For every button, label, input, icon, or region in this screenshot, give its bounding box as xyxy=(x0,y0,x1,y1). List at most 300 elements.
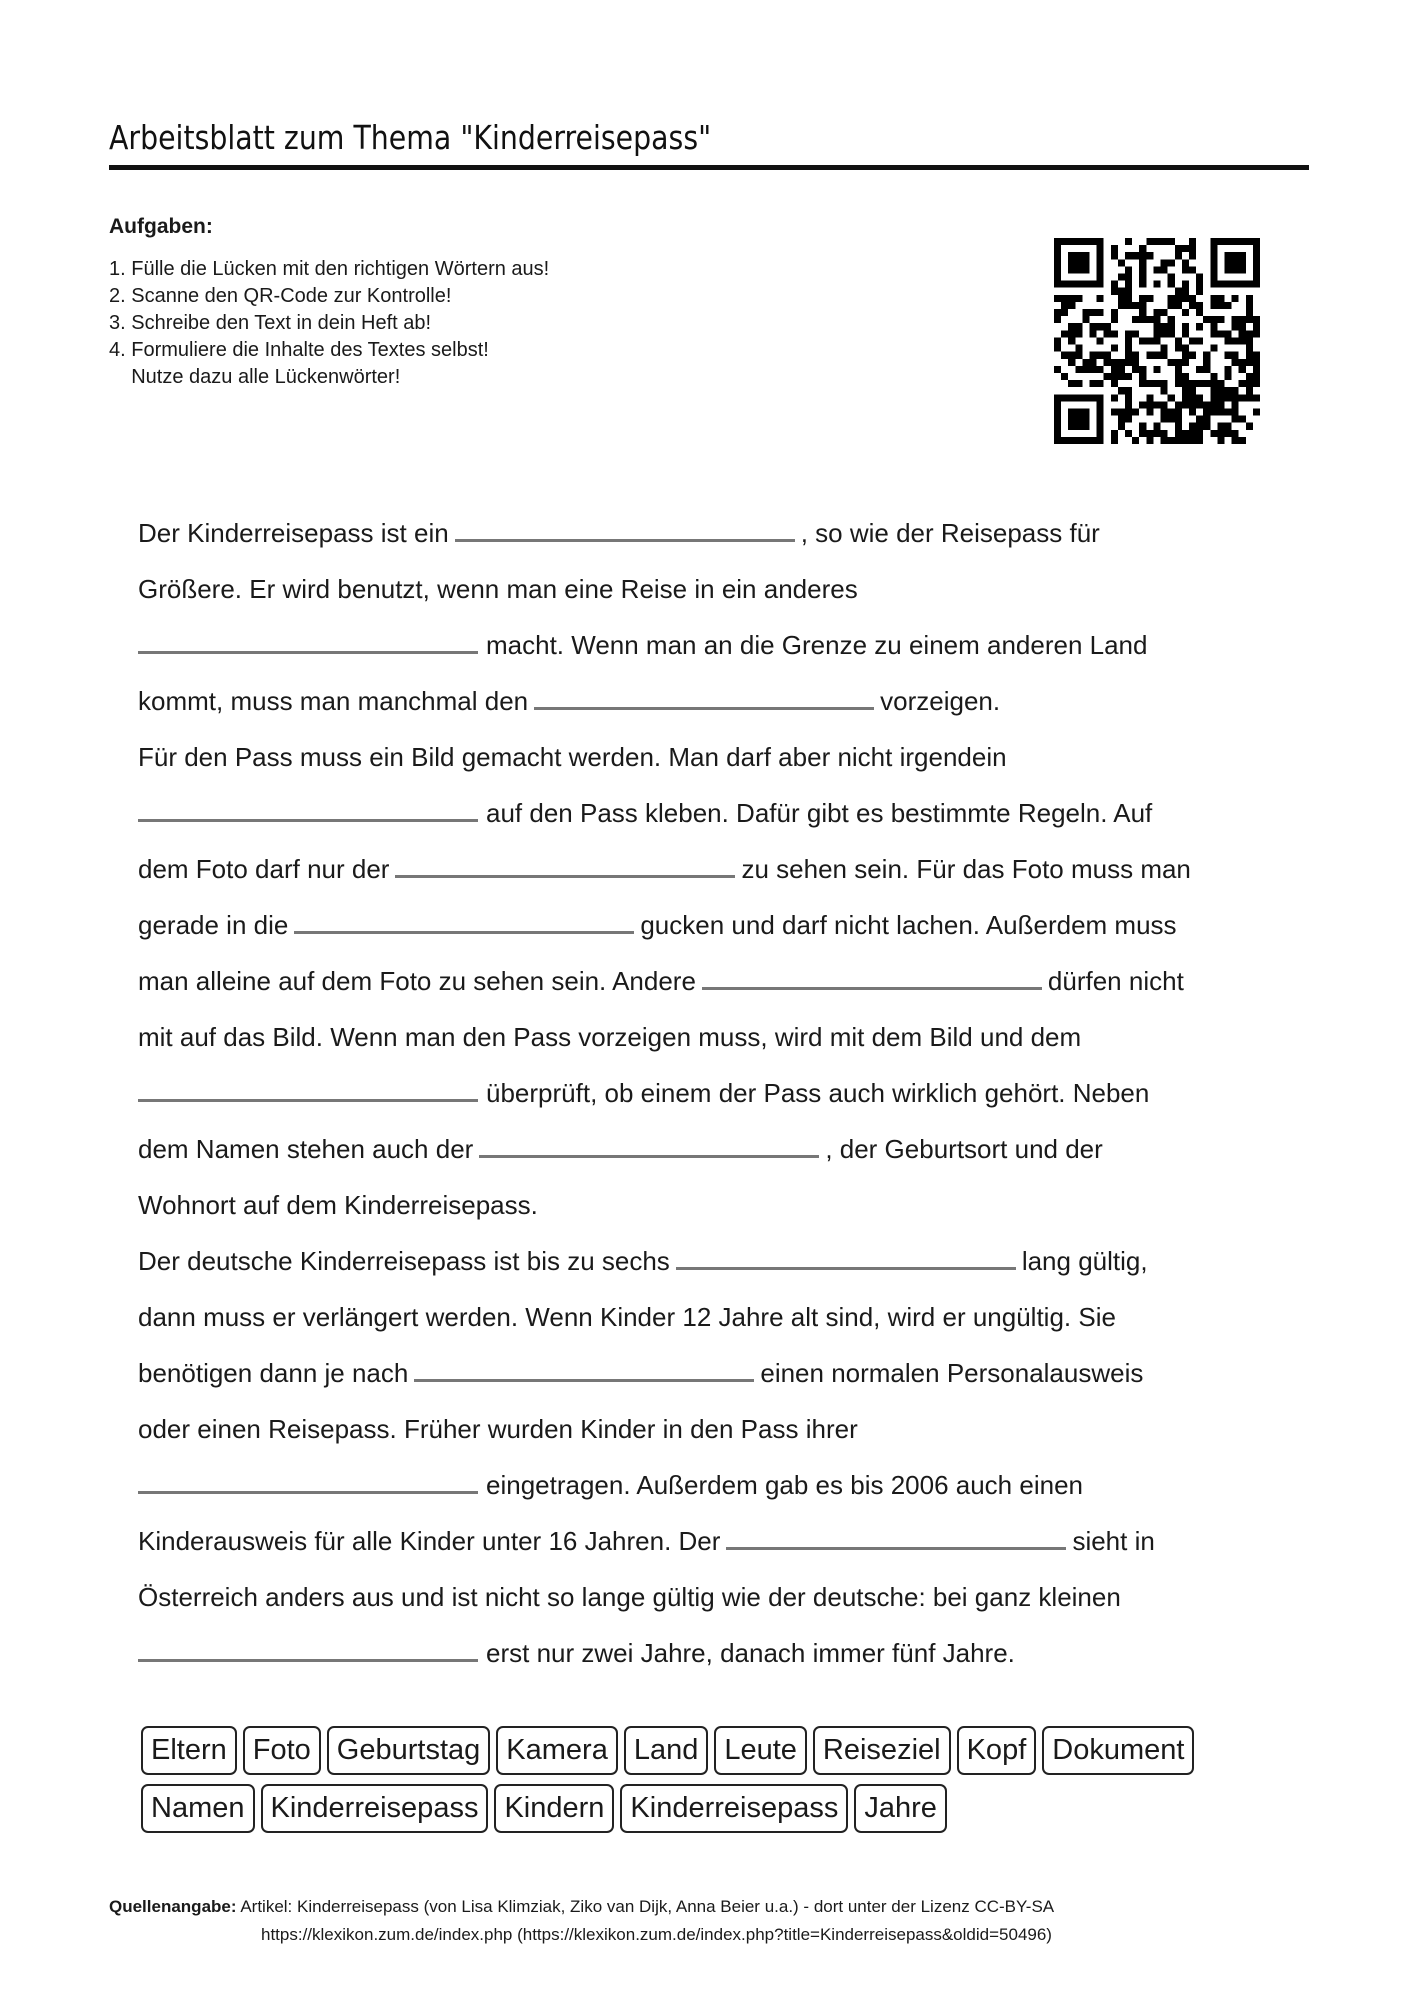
qr-module xyxy=(1125,373,1132,380)
qr-module xyxy=(1054,408,1061,415)
qr-module xyxy=(1232,408,1239,415)
qr-module xyxy=(1132,437,1139,444)
qr-module xyxy=(1203,401,1210,408)
qr-module xyxy=(1068,380,1075,387)
qr-module xyxy=(1090,359,1097,366)
text-segment: dem Foto darf nur der xyxy=(138,854,390,884)
qr-module xyxy=(1253,316,1260,323)
qr-module xyxy=(1125,337,1132,344)
qr-module xyxy=(1139,274,1146,281)
qr-module xyxy=(1068,416,1075,423)
qr-module xyxy=(1068,437,1075,444)
qr-module xyxy=(1217,295,1224,302)
qr-module xyxy=(1068,295,1075,302)
blank-field[interactable] xyxy=(138,797,478,822)
qr-module xyxy=(1090,437,1097,444)
qr-module xyxy=(1196,337,1203,344)
qr-module xyxy=(1189,380,1196,387)
qr-module xyxy=(1118,302,1125,309)
qr-module xyxy=(1075,238,1082,245)
qr-module xyxy=(1210,295,1217,302)
qr-module xyxy=(1132,352,1139,359)
qr-module xyxy=(1075,394,1082,401)
text-line xyxy=(138,1009,1298,1065)
qr-module xyxy=(1224,252,1231,259)
qr-module xyxy=(1118,423,1125,430)
qr-module xyxy=(1054,423,1061,430)
qr-module xyxy=(1239,281,1246,288)
qr-module xyxy=(1061,352,1068,359)
text-segment: oder einen Reisepass. Früher wurden Kinder in den Pass ihrer xyxy=(138,1414,858,1444)
blank-field[interactable] xyxy=(395,853,735,878)
qr-module xyxy=(1182,245,1189,252)
qr-module xyxy=(1111,252,1118,259)
qr-module xyxy=(1111,437,1118,444)
text-segment: , der Geburtsort und der xyxy=(825,1134,1103,1164)
qr-module xyxy=(1146,394,1153,401)
qr-module xyxy=(1082,366,1089,373)
word-chip: Geburtstag xyxy=(327,1726,490,1775)
blank-field[interactable] xyxy=(702,965,1042,990)
qr-module xyxy=(1239,238,1246,245)
qr-module xyxy=(1139,373,1146,380)
qr-module xyxy=(1224,302,1231,309)
qr-module xyxy=(1111,394,1118,401)
qr-module xyxy=(1189,352,1196,359)
text-segment: mit auf das Bild. Wenn man den Pass vorzeigen muss, wird mit dem Bild und dem xyxy=(138,1022,1082,1052)
qr-module xyxy=(1232,281,1239,288)
qr-module xyxy=(1132,330,1139,337)
qr-module xyxy=(1203,416,1210,423)
text-line xyxy=(138,1121,1298,1177)
qr-module xyxy=(1082,238,1089,245)
qr-module xyxy=(1224,373,1231,380)
qr-module xyxy=(1196,323,1203,330)
text-line xyxy=(138,1457,1298,1513)
blank-field[interactable] xyxy=(138,1469,478,1494)
text-line xyxy=(138,561,1298,617)
qr-module xyxy=(1111,359,1118,366)
qr-module xyxy=(1224,238,1231,245)
qr-module xyxy=(1104,330,1111,337)
text-line xyxy=(138,1345,1298,1401)
qr-module xyxy=(1182,323,1189,330)
qr-module xyxy=(1203,352,1210,359)
qr-module xyxy=(1061,238,1068,245)
qr-module xyxy=(1090,309,1097,316)
task-item: 1. Fülle die Lücken mit den richtigen Wörtern aus! xyxy=(109,258,550,280)
qr-module xyxy=(1153,352,1160,359)
qr-module xyxy=(1182,288,1189,295)
qr-module xyxy=(1196,401,1203,408)
blank-field[interactable] xyxy=(138,1077,478,1102)
text-line xyxy=(138,1177,1298,1233)
qr-module xyxy=(1210,401,1217,408)
qr-module xyxy=(1189,387,1196,394)
qr-module xyxy=(1054,337,1061,344)
qr-module xyxy=(1139,430,1146,437)
text-segment: erst nur zwei Jahre, danach immer fünf Jahre. xyxy=(486,1638,1015,1668)
qr-module xyxy=(1118,259,1125,266)
qr-module xyxy=(1118,295,1125,302)
qr-module xyxy=(1182,295,1189,302)
qr-module xyxy=(1217,281,1224,288)
qr-module xyxy=(1246,352,1253,359)
qr-module xyxy=(1104,359,1111,366)
qr-module xyxy=(1175,416,1182,423)
qr-module xyxy=(1189,408,1196,415)
qr-module xyxy=(1054,309,1061,316)
qr-module xyxy=(1182,309,1189,316)
qr-module xyxy=(1239,437,1246,444)
text-segment: man alleine auf dem Foto zu sehen sein. Andere xyxy=(138,966,696,996)
qr-module xyxy=(1125,266,1132,273)
qr-module xyxy=(1246,281,1253,288)
qr-module xyxy=(1146,408,1153,415)
qr-module xyxy=(1246,309,1253,316)
qr-module xyxy=(1217,238,1224,245)
qr-module xyxy=(1175,295,1182,302)
qr-module xyxy=(1061,302,1068,309)
word-chip: Leute xyxy=(714,1726,807,1775)
qr-module xyxy=(1061,281,1068,288)
qr-module xyxy=(1175,245,1182,252)
text-segment: sieht in xyxy=(1072,1526,1155,1556)
qr-module xyxy=(1061,295,1068,302)
qr-module xyxy=(1068,266,1075,273)
text-segment: gucken und darf nicht lachen. Außerdem muss xyxy=(640,910,1177,940)
qr-module xyxy=(1075,408,1082,415)
qr-module xyxy=(1189,266,1196,273)
text-segment: zu sehen sein. Für das Foto muss man xyxy=(741,854,1191,884)
blank-field[interactable] xyxy=(455,517,795,542)
qr-module xyxy=(1246,380,1253,387)
qr-module xyxy=(1189,238,1196,245)
qr-module xyxy=(1182,394,1189,401)
qr-module xyxy=(1082,423,1089,430)
qr-module xyxy=(1210,430,1217,437)
qr-module xyxy=(1082,252,1089,259)
text-line xyxy=(138,1065,1298,1121)
qr-module xyxy=(1239,359,1246,366)
qr-module xyxy=(1125,252,1132,259)
qr-module xyxy=(1153,309,1160,316)
qr-module xyxy=(1232,394,1239,401)
qr-module xyxy=(1161,238,1168,245)
qr-module xyxy=(1175,359,1182,366)
text-line xyxy=(138,953,1298,1009)
qr-module xyxy=(1168,416,1175,423)
qr-module xyxy=(1239,266,1246,273)
qr-module xyxy=(1125,394,1132,401)
qr-module xyxy=(1210,394,1217,401)
qr-module xyxy=(1210,302,1217,309)
qr-module xyxy=(1068,352,1075,359)
qr-module xyxy=(1196,274,1203,281)
qr-module xyxy=(1054,274,1061,281)
word-chip: Jahre xyxy=(854,1784,947,1833)
qr-module xyxy=(1203,380,1210,387)
qr-module xyxy=(1125,281,1132,288)
qr-module xyxy=(1182,281,1189,288)
qr-module xyxy=(1253,352,1260,359)
text-line xyxy=(138,1625,1298,1681)
qr-module xyxy=(1239,337,1246,344)
qr-module xyxy=(1182,437,1189,444)
qr-module xyxy=(1189,394,1196,401)
qr-module xyxy=(1153,316,1160,323)
qr-module xyxy=(1153,380,1160,387)
qr-module xyxy=(1175,337,1182,344)
qr-module xyxy=(1161,416,1168,423)
qr-module xyxy=(1224,387,1231,394)
text-segment: benötigen dann je nach xyxy=(138,1358,409,1388)
qr-module xyxy=(1161,345,1168,352)
qr-module xyxy=(1196,302,1203,309)
qr-module xyxy=(1232,238,1239,245)
qr-module xyxy=(1118,366,1125,373)
qr-module xyxy=(1210,323,1217,330)
qr-module xyxy=(1239,416,1246,423)
qr-module xyxy=(1082,416,1089,423)
qr-module xyxy=(1161,330,1168,337)
text-line xyxy=(138,505,1298,561)
qr-module xyxy=(1061,394,1068,401)
qr-module xyxy=(1153,266,1160,273)
tasks-list xyxy=(109,256,549,391)
qr-module xyxy=(1203,316,1210,323)
qr-module xyxy=(1111,309,1118,316)
qr-module xyxy=(1054,316,1061,323)
text-segment: gerade in die xyxy=(138,910,289,940)
qr-module xyxy=(1054,259,1061,266)
text-segment: Für den Pass muss ein Bild gemacht werden. Man darf aber nicht irgendein xyxy=(138,742,1007,772)
qr-module xyxy=(1125,295,1132,302)
qr-module xyxy=(1246,316,1253,323)
qr-module xyxy=(1118,416,1125,423)
qr-module xyxy=(1253,245,1260,252)
blank-field[interactable] xyxy=(414,1357,754,1382)
qr-module xyxy=(1153,330,1160,337)
qr-module xyxy=(1146,295,1153,302)
qr-module xyxy=(1146,437,1153,444)
text-segment: Größere. Er wird benutzt, wenn man eine Reise in ein anderes xyxy=(138,574,858,604)
text-segment: kommt, muss man manchmal den xyxy=(138,686,529,716)
text-segment: dem Namen stehen auch der xyxy=(138,1134,474,1164)
source-text: Artikel: Kinderreisepass (von Lisa Klimziak, Ziko van Dijk, Anna Beier u.a.) - dort unter der Lizenz CC-BY-SA xyxy=(236,1897,1055,1916)
text-segment: überprüft, ob einem der Pass auch wirklich gehört. Neben xyxy=(486,1078,1150,1108)
qr-module xyxy=(1175,380,1182,387)
qr-module xyxy=(1097,323,1104,330)
word-chip: Kopf xyxy=(957,1726,1037,1775)
blank-field[interactable] xyxy=(676,1245,1016,1270)
qr-module xyxy=(1111,330,1118,337)
qr-module xyxy=(1118,274,1125,281)
qr-module xyxy=(1054,245,1061,252)
qr-module xyxy=(1239,259,1246,266)
qr-module xyxy=(1075,295,1082,302)
qr-module xyxy=(1217,401,1224,408)
qr-module xyxy=(1075,323,1082,330)
qr-module xyxy=(1189,401,1196,408)
qr-module xyxy=(1196,380,1203,387)
qr-module xyxy=(1224,423,1231,430)
qr-module xyxy=(1175,430,1182,437)
qr-module xyxy=(1210,274,1217,281)
qr-module xyxy=(1182,359,1189,366)
text-line xyxy=(138,673,1298,729)
qr-module xyxy=(1210,266,1217,273)
qr-module xyxy=(1075,330,1082,337)
qr-module xyxy=(1075,345,1082,352)
text-segment: macht. Wenn man an die Grenze zu einem anderen Land xyxy=(486,630,1148,660)
qr-module xyxy=(1182,352,1189,359)
qr-module xyxy=(1075,259,1082,266)
qr-module xyxy=(1189,430,1196,437)
qr-module xyxy=(1175,437,1182,444)
qr-module xyxy=(1097,266,1104,273)
qr-module xyxy=(1082,316,1089,323)
qr-module xyxy=(1090,330,1097,337)
text-line xyxy=(138,785,1298,841)
task-item: 4. Formuliere die Inhalte des Textes selbst! xyxy=(109,339,489,361)
qr-module xyxy=(1146,352,1153,359)
qr-module xyxy=(1139,259,1146,266)
qr-module xyxy=(1068,330,1075,337)
qr-module xyxy=(1146,238,1153,245)
qr-module xyxy=(1182,430,1189,437)
qr-module xyxy=(1239,323,1246,330)
qr-module xyxy=(1168,259,1175,266)
qr-module xyxy=(1082,259,1089,266)
qr-module xyxy=(1146,252,1153,259)
qr-module xyxy=(1097,394,1104,401)
text-segment: auf den Pass kleben. Dafür gibt es bestimmte Regeln. Auf xyxy=(486,798,1153,828)
qr-module xyxy=(1168,330,1175,337)
qr-module xyxy=(1097,408,1104,415)
qr-module xyxy=(1139,401,1146,408)
qr-module xyxy=(1182,387,1189,394)
qr-module xyxy=(1097,238,1104,245)
qr-module xyxy=(1161,401,1168,408)
qr-module xyxy=(1146,380,1153,387)
qr-module xyxy=(1118,387,1125,394)
qr-module xyxy=(1217,430,1224,437)
qr-module xyxy=(1253,359,1260,366)
qr-module xyxy=(1253,366,1260,373)
qr-module xyxy=(1246,359,1253,366)
qr-module xyxy=(1224,281,1231,288)
qr-module xyxy=(1061,309,1068,316)
qr-module xyxy=(1097,309,1104,316)
tasks-heading: Aufgaben: xyxy=(109,215,213,238)
blank-field[interactable] xyxy=(138,1637,478,1662)
qr-module xyxy=(1111,408,1118,415)
qr-module xyxy=(1139,423,1146,430)
qr-module xyxy=(1253,323,1260,330)
qr-module xyxy=(1061,437,1068,444)
qr-module xyxy=(1139,281,1146,288)
blank-field[interactable] xyxy=(138,629,478,654)
qr-module xyxy=(1090,394,1097,401)
qr-module xyxy=(1246,238,1253,245)
qr-module xyxy=(1161,352,1168,359)
qr-module xyxy=(1217,330,1224,337)
qr-module xyxy=(1246,330,1253,337)
qr-module xyxy=(1168,437,1175,444)
qr-module xyxy=(1189,245,1196,252)
qr-module xyxy=(1232,416,1239,423)
qr-module xyxy=(1217,387,1224,394)
qr-module xyxy=(1090,352,1097,359)
qr-module xyxy=(1253,259,1260,266)
qr-module xyxy=(1125,416,1132,423)
qr-module xyxy=(1097,274,1104,281)
text-line xyxy=(138,897,1298,953)
qr-module xyxy=(1082,359,1089,366)
blank-field[interactable] xyxy=(479,1133,819,1158)
qr-module xyxy=(1090,380,1097,387)
qr-module xyxy=(1097,366,1104,373)
blank-field[interactable] xyxy=(726,1525,1066,1550)
qr-module xyxy=(1189,337,1196,344)
qr-module xyxy=(1097,259,1104,266)
qr-module xyxy=(1224,352,1231,359)
qr-module xyxy=(1125,359,1132,366)
blank-field[interactable] xyxy=(534,685,874,710)
qr-module xyxy=(1232,266,1239,273)
qr-module xyxy=(1097,423,1104,430)
qr-module xyxy=(1168,302,1175,309)
qr-module xyxy=(1090,323,1097,330)
blank-field[interactable] xyxy=(294,909,634,934)
qr-module xyxy=(1168,295,1175,302)
qr-module xyxy=(1111,373,1118,380)
qr-module xyxy=(1054,416,1061,423)
text-line xyxy=(138,729,1298,785)
qr-module xyxy=(1196,394,1203,401)
qr-module xyxy=(1232,359,1239,366)
qr-module xyxy=(1175,252,1182,259)
qr-module xyxy=(1153,423,1160,430)
qr-module xyxy=(1246,423,1253,430)
qr-module xyxy=(1175,408,1182,415)
qr-module xyxy=(1104,373,1111,380)
qr-module xyxy=(1146,401,1153,408)
qr-module xyxy=(1203,359,1210,366)
qr-module xyxy=(1153,401,1160,408)
text-line xyxy=(138,1513,1298,1569)
qr-module xyxy=(1111,366,1118,373)
qr-module xyxy=(1196,281,1203,288)
qr-module xyxy=(1232,337,1239,344)
qr-module xyxy=(1168,394,1175,401)
qr-module xyxy=(1175,401,1182,408)
qr-module xyxy=(1239,330,1246,337)
qr-module xyxy=(1239,366,1246,373)
qr-module xyxy=(1068,323,1075,330)
qr-module xyxy=(1210,408,1217,415)
qr-module xyxy=(1054,266,1061,273)
qr-module xyxy=(1210,373,1217,380)
qr-module xyxy=(1246,295,1253,302)
qr-module xyxy=(1118,359,1125,366)
qr-module xyxy=(1246,373,1253,380)
qr-module xyxy=(1210,238,1217,245)
qr-module xyxy=(1224,337,1231,344)
text-segment: dürfen nicht xyxy=(1047,966,1184,996)
qr-module xyxy=(1210,259,1217,266)
